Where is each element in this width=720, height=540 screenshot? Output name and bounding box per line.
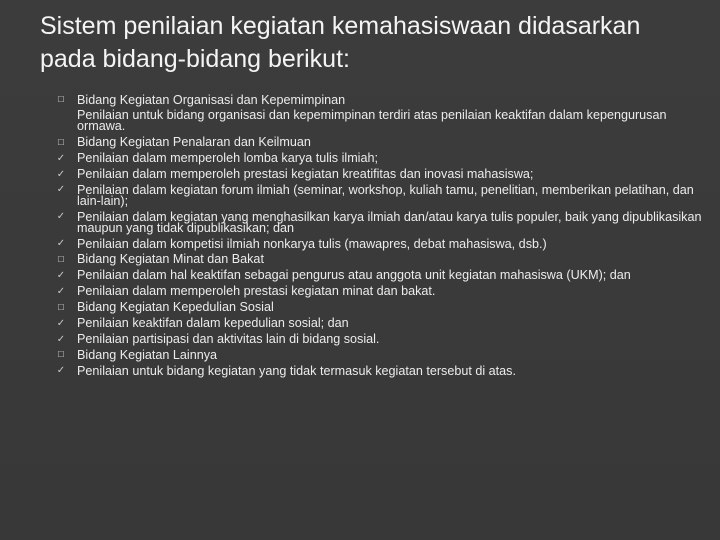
- list-item-text: Penilaian dalam kegiatan yang menghasilkan karya ilmiah dan/atau karya tulis populer, baik yang dipublikasikan maupun yang tidak dipublikasikan; dan: [77, 209, 702, 235]
- list-item-text: Bidang Kegiatan Lainnya: [77, 347, 218, 362]
- checkbox-outline-icon: ☐: [57, 350, 65, 360]
- checkmark-icon: ✓: [56, 211, 66, 223]
- list-item-text: Penilaian dalam memperoleh lomba karya tulis ilmiah;: [77, 151, 378, 166]
- checkmark-icon: ✓: [56, 238, 66, 250]
- list-item-text: Bidang Kegiatan Penalaran dan Keilmuan: [77, 135, 311, 150]
- list-item-text: Penilaian keaktifan dalam kepedulian sosial; dan: [77, 316, 349, 331]
- list-item: [0, 252, 720, 268]
- list-item: [0, 332, 720, 348]
- list-item: [0, 316, 720, 332]
- list-item: [0, 236, 720, 252]
- list-item: [0, 284, 720, 300]
- checkmark-icon: ✓: [56, 184, 66, 196]
- slide-title: Sistem penilaian kegiatan kemahasiswaan didasarkan pada bidang-bidang berikut:: [40, 12, 641, 73]
- list-item: [0, 347, 720, 363]
- list-item: [0, 151, 720, 167]
- list-item: [0, 135, 720, 151]
- list-item-text: Penilaian dalam memperoleh prestasi kegiatan kreatifitas dan inovasi mahasiswa;: [77, 167, 534, 182]
- list-item: [0, 363, 720, 379]
- checkmark-icon: ✓: [56, 152, 66, 164]
- checkmark-icon: ✓: [56, 365, 66, 377]
- list-item: [0, 268, 720, 284]
- checkbox-outline-icon: ☐: [57, 137, 65, 147]
- checkmark-icon: ✓: [56, 269, 66, 281]
- list-item: [0, 108, 720, 135]
- checkmark-icon: ✓: [56, 168, 66, 180]
- list-item: [0, 300, 720, 316]
- list-item: [0, 167, 720, 183]
- list-item-text: Penilaian dalam memperoleh prestasi kegiatan minat dan bakat.: [77, 284, 436, 299]
- bullet-list: [0, 92, 720, 379]
- checkmark-icon: ✓: [56, 285, 66, 297]
- list-item-text: Penilaian partisipasi dan aktivitas lain di bidang sosial.: [77, 332, 380, 346]
- checkmark-icon: ✓: [56, 317, 66, 329]
- list-item: [0, 209, 720, 236]
- checkbox-outline-icon: ☐: [57, 302, 65, 312]
- checkbox-outline-icon: ☐: [57, 95, 65, 104]
- list-item-text: Bidang Kegiatan Kepedulian Sosial: [77, 300, 274, 315]
- list-item-text: Penilaian dalam kompetisi ilmiah nonkarya tulis (mawapres, debat mahasiswa, dsb.): [77, 236, 547, 251]
- list-item-text: Bidang Kegiatan Minat dan Bakat: [77, 252, 264, 267]
- list-item-text: Penilaian dalam hal keaktifan sebagai pengurus atau anggota unit kegiatan mahasiswa (UKM); dan: [77, 268, 631, 283]
- list-item-text: Penilaian untuk bidang kegiatan yang tidak termasuk kegiatan tersebut di atas.: [77, 363, 516, 378]
- list-item-text: Penilaian dalam kegiatan forum ilmiah (seminar, workshop, kuliah tamu, penelitian, memberikan pelatihan, dan lain-lain);: [77, 182, 694, 208]
- list-item: [0, 182, 720, 209]
- list-item-text: Bidang Kegiatan Organisasi dan Kepemimpinan: [77, 92, 346, 107]
- list-item-text: Penilaian untuk bidang organisasi dan kepemimpinan terdiri atas penilaian keaktifan dalam kepengurusan ormawa.: [77, 108, 667, 134]
- list-item: [0, 92, 720, 108]
- checkmark-icon: ✓: [56, 333, 66, 345]
- checkbox-outline-icon: ☐: [57, 254, 65, 264]
